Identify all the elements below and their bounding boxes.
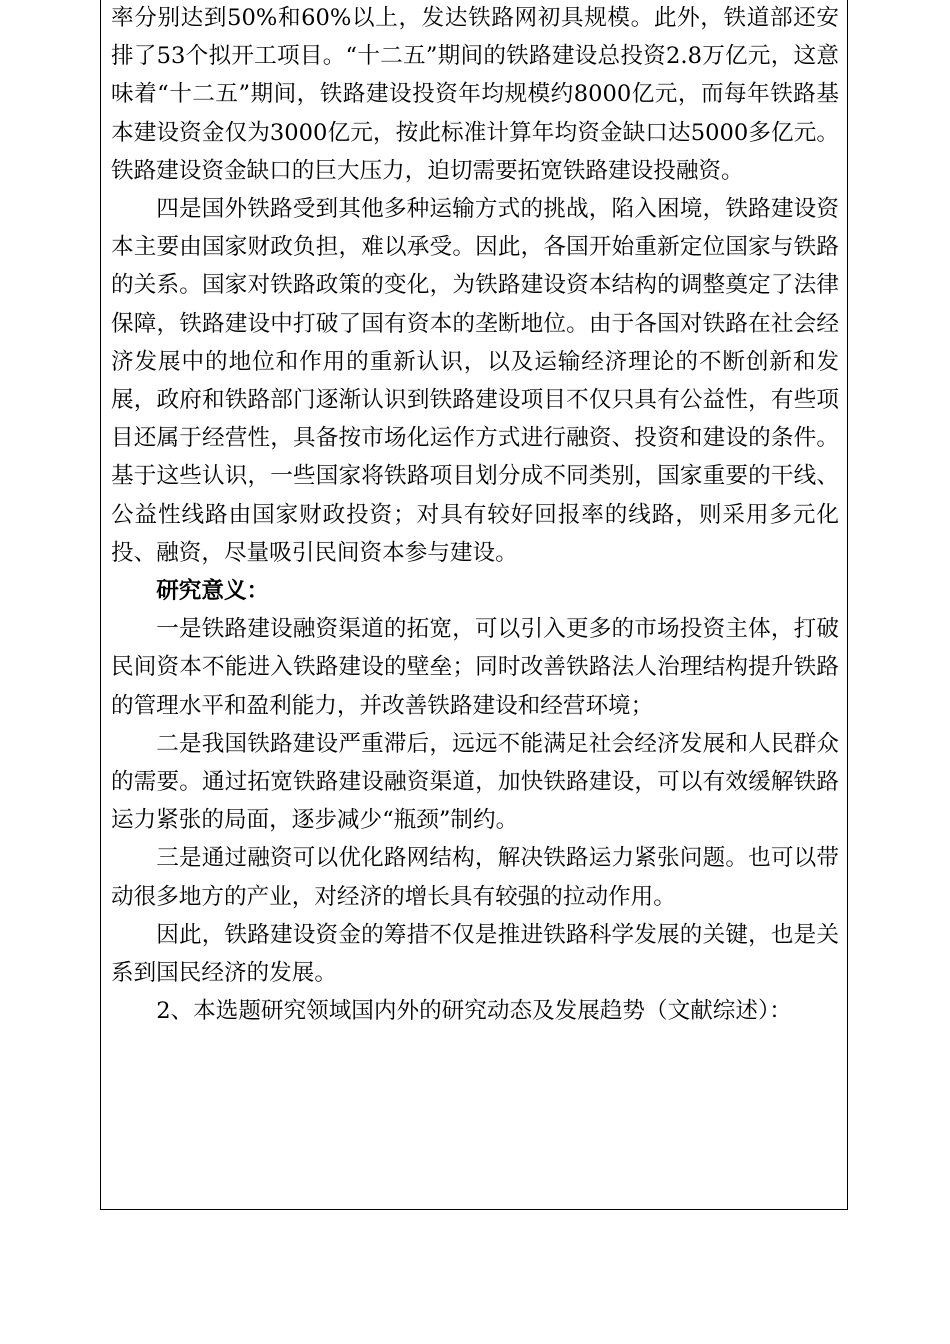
paragraph-significance-three: 三是通过融资可以优化路网结构，解决铁路运力紧张问题。也可以带动很多地方的产业，对经济的增长具有较强的拉动作用。	[111, 845, 839, 910]
document-frame	[100, 0, 848, 1210]
section-heading-literature-review: 2、本选题研究领域国内外的研究动态及发展趋势（文献综述）：	[156, 998, 792, 1025]
section-heading-research-significance: 研究意义：	[156, 578, 270, 605]
paragraph-foreign-railways: 四是国外铁路受到其他多种运输方式的挑战，陷入困境，铁路建设资本主要由国家财政负担，难以承受。因此，各国开始重新定位国家与铁路的关系。国家对铁路政策的变化，为铁路建设资本结构的调整奠定了法律保障，铁路建设中打破了国有资本的垄断地位。由于各国对铁路在社会经济发展中的地位和作用的重新认识，以及运输经济理论的不断创新和发展，政府和铁路部门逐渐认识到铁路建设项目不仅只具有公益性，有些项目还属于经营性，具备按市场化运作方式进行融资、投资和建设的条件。基于这些认识，一些国家将铁路项目划分成不同类别，国家重要的干线、公益性线路由国家财政投资；对具有较好回报率的线路，则采用多元化投、融资，尽量吸引民间资本参与建设。	[111, 196, 839, 566]
paragraph-significance-two: 二是我国铁路建设严重滞后，远远不能满足社会经济发展和人民群众的需要。通过拓宽铁路建设融资渠道，加快铁路建设，可以有效缓解铁路运力紧张的局面，逐步减少“瓶颈”制约。	[111, 730, 839, 834]
paragraph-conclusion: 因此，铁路建设资金的筹措不仅是推进铁路科学发展的关键，也是关系到国民经济的发展。	[111, 921, 839, 987]
paragraph-significance-one: 一是铁路建设融资渠道的拓宽，可以引入更多的市场投资主体，打破民间资本不能进入铁路建设的壁垒；同时改善铁路法人治理结构提升铁路的管理水平和盈利能力，并改善铁路建设和经营环境；	[111, 616, 839, 719]
paragraph-funding-gap: 率分别达到50%和60%以上，发达铁路网初具规模。此外，铁道部还安排了53个拟开工项目。“十二五”期间的铁路建设总投资2.8万亿元，这意味着“十二五”期间，铁路建设投资年均规模约8000亿元，而每年铁路基本建设资金仅为3000亿元，按此标准计算年均资金缺口达5000多亿元。铁路建设资金缺口的巨大压力，迫切需要拓宽铁路建设投融资。	[111, 5, 839, 184]
